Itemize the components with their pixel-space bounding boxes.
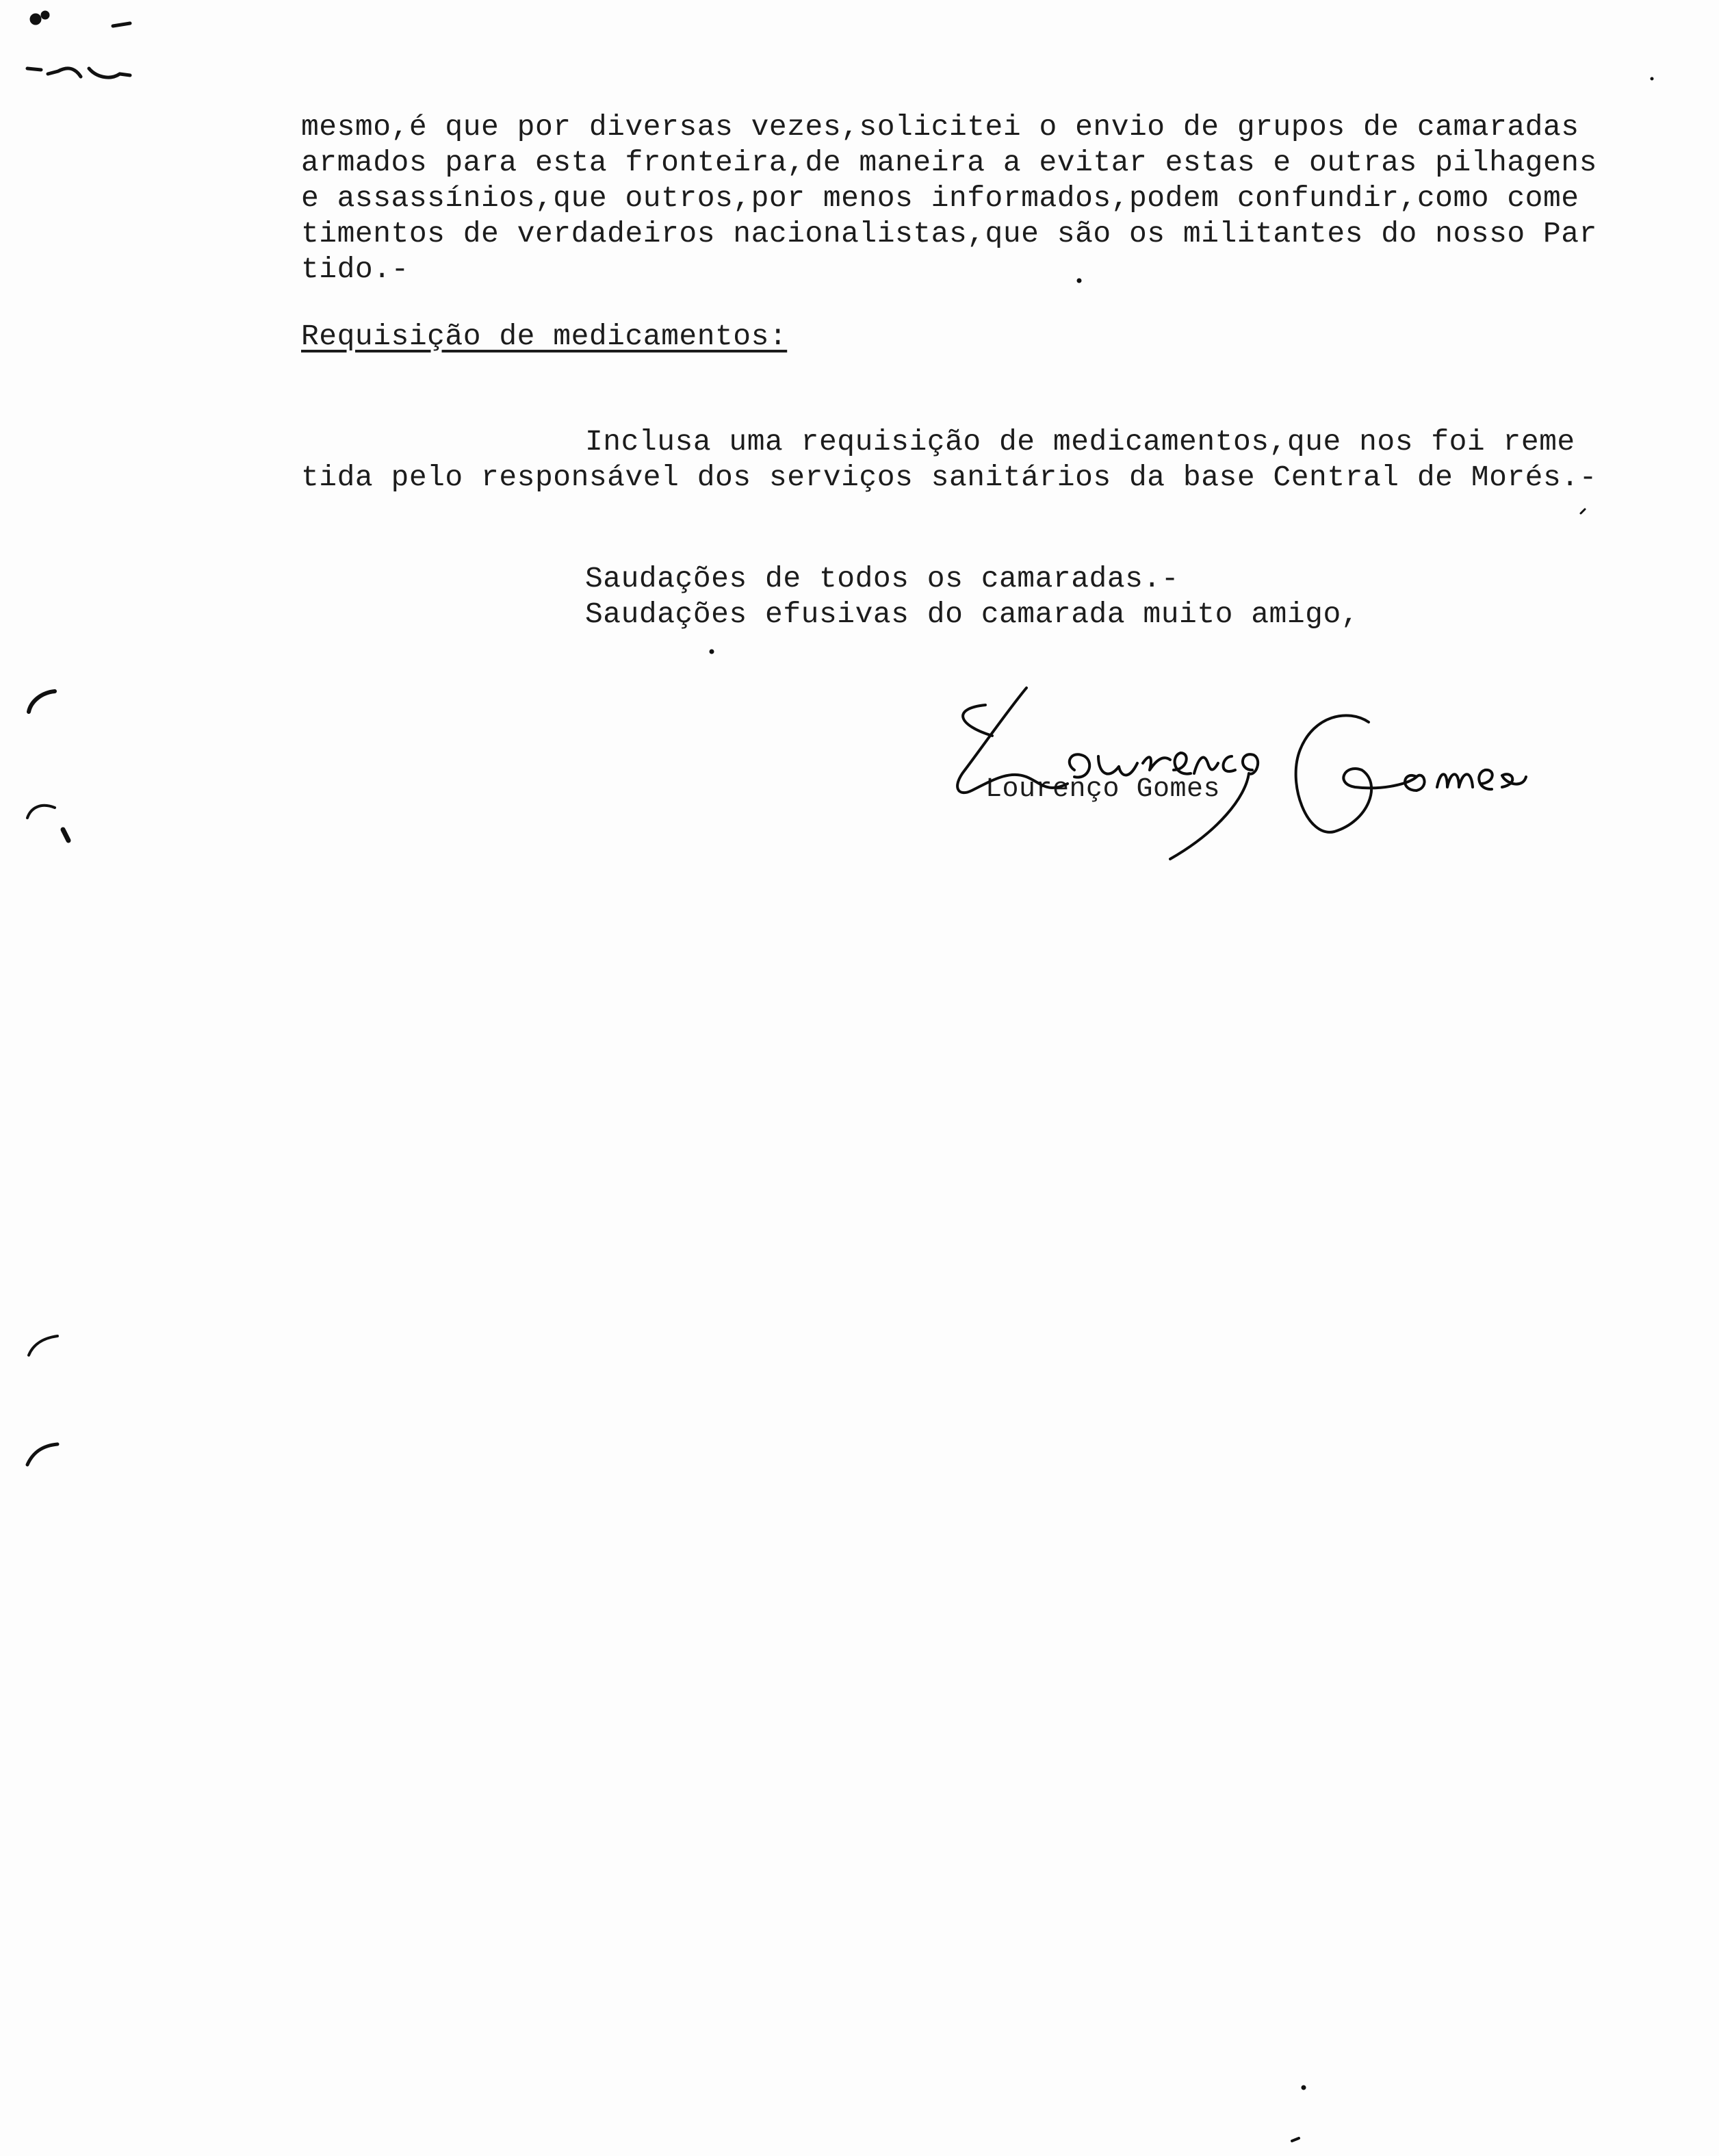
- closing-greetings: [585, 561, 1359, 632]
- greeting-line: Saudações efusivas do camarada muito amigo,: [585, 598, 1360, 631]
- section-heading: Requisição de medicamentos:: [301, 320, 788, 353]
- typed-name: Lourenço Gomes: [985, 774, 1221, 805]
- text-line: Inclusa uma requisição de medicamentos,que nos foi reme: [585, 425, 1575, 459]
- handwritten-signature: [944, 667, 1533, 886]
- text-line: e assassínios,que outros,por menos informados,podem confundir,como come: [301, 181, 1579, 215]
- paragraph-body: [301, 110, 1597, 287]
- greeting-line: Saudações de todos os camaradas.-: [585, 562, 1180, 595]
- text-line: mesmo,é que por diversas vezes,solicitei o envio de grupos de camaradas: [301, 110, 1579, 144]
- text-line: armados para esta fronteira,de maneira a evitar estas e outras pilhagens: [301, 146, 1597, 179]
- text-line: tido.-: [301, 253, 409, 286]
- text-line: tida pelo responsável dos serviços sanitários da base Central de Morés.-: [301, 461, 1597, 494]
- text-line: timentos de verdadeiros nacionalistas,que são os militantes do nosso Par: [301, 217, 1597, 251]
